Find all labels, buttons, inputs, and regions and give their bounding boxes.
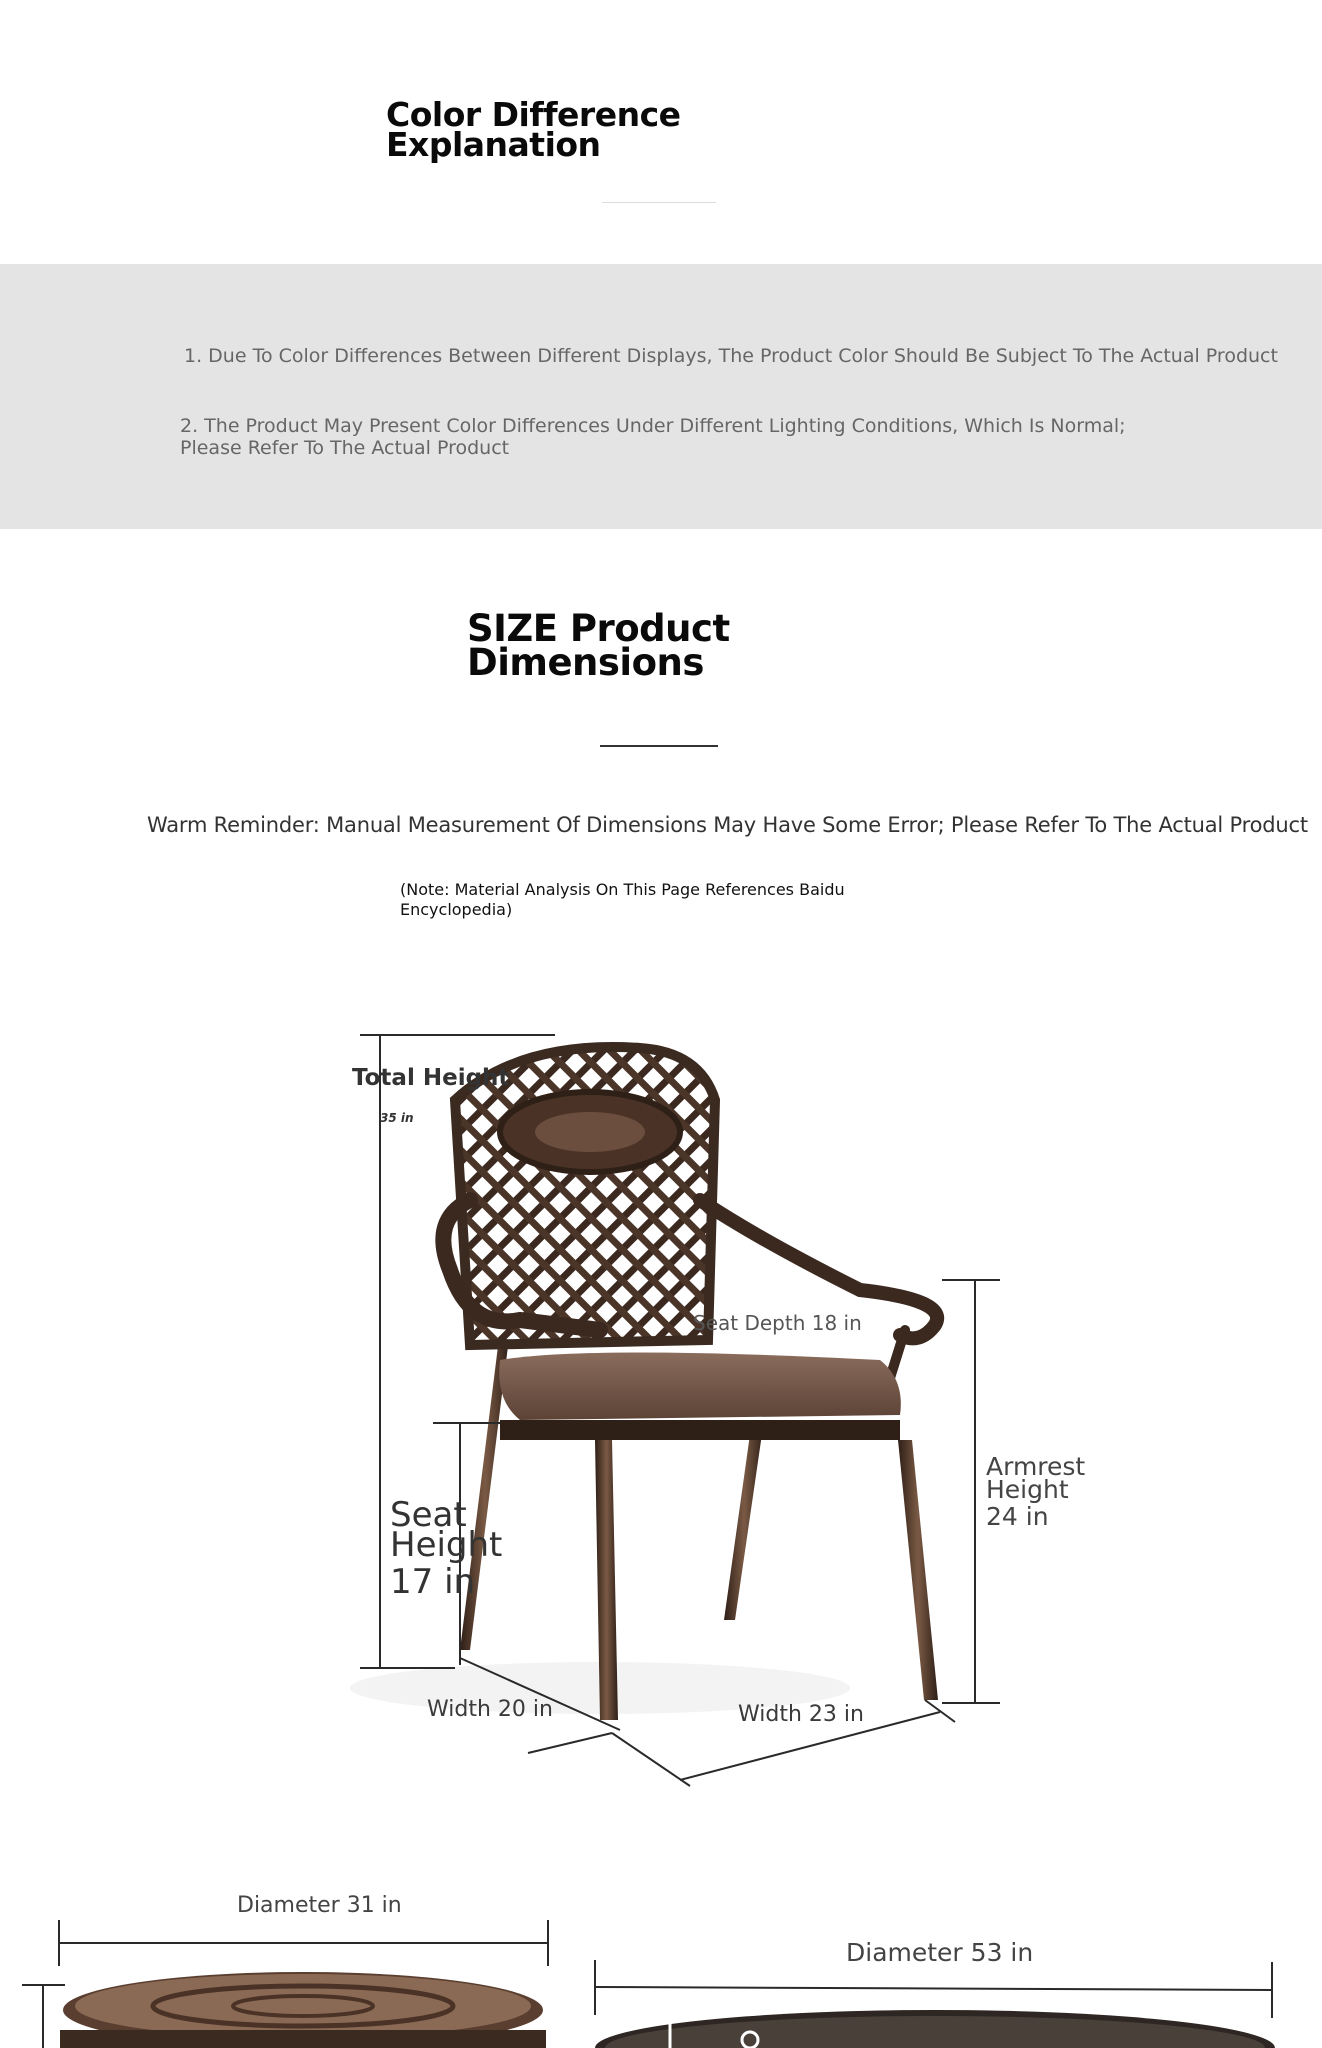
color-title-divider <box>602 202 716 203</box>
armrest-height-label <box>986 1452 1086 1531</box>
color-note-2 <box>180 415 1126 459</box>
size-reminder: Warm Reminder: Manual Measurement Of Dimensions May Have Some Error; Please Refer To The Actual Product <box>147 813 1308 837</box>
color-note-1: 1. Due To Color Differences Between Different Displays, The Product Color Should Be Subject To The Actual Product <box>184 345 1278 367</box>
seat-depth-label: Seat Depth 18 in <box>693 1311 862 1335</box>
small-table-diameter-label: Diameter 31 in <box>237 1893 402 1918</box>
color-section-title <box>386 95 681 164</box>
armrest-line3: 24 in <box>986 1502 1049 1531</box>
chair-backrest <box>455 1047 715 1345</box>
seat-height-label <box>390 1495 503 1602</box>
small-table-top <box>60 1972 546 2048</box>
large-table-dimension-line <box>595 1960 1272 2018</box>
total-height-label: Total Height <box>352 1065 510 1091</box>
chair-seat <box>499 1353 901 1441</box>
width-right-label: Width 23 in <box>738 1702 864 1727</box>
material-note-line2: Encyclopedia) <box>400 900 513 919</box>
color-notes-band <box>0 264 1322 529</box>
large-table-diameter-label: Diameter 53 in <box>846 1938 1034 1967</box>
color-note-2-line1: 2. The Product May Present Color Differences Under Different Lighting Conditions, Which Is Normal; <box>180 415 1126 437</box>
material-note-line1: (Note: Material Analysis On This Page References Baidu <box>400 880 845 899</box>
size-section-title <box>467 607 730 684</box>
seat-line1: Seat <box>390 1495 467 1535</box>
total-height-value: 35 in <box>380 1111 414 1125</box>
color-title-line2: Explanation <box>386 125 601 164</box>
size-title-line2: Dimensions <box>467 641 704 684</box>
width-right-line <box>612 1733 690 1786</box>
large-table-top <box>595 2010 1275 2048</box>
width-left-label: Width 20 in <box>427 1697 553 1722</box>
seat-line2: Height <box>390 1525 503 1565</box>
size-title-divider <box>600 745 718 747</box>
chair-diagram <box>0 1000 1322 1800</box>
color-title-line1: Color Difference <box>386 95 681 134</box>
material-note <box>400 880 845 920</box>
size-title-line1: SIZE Product <box>467 607 730 650</box>
seat-line3: 17 in <box>390 1562 476 1602</box>
color-note-2-line2: Please Refer To The Actual Product <box>180 437 510 459</box>
armrest-line1: Armrest <box>986 1452 1086 1481</box>
tables-diagram <box>0 1900 1322 2048</box>
armrest-line2: Height <box>986 1475 1069 1504</box>
